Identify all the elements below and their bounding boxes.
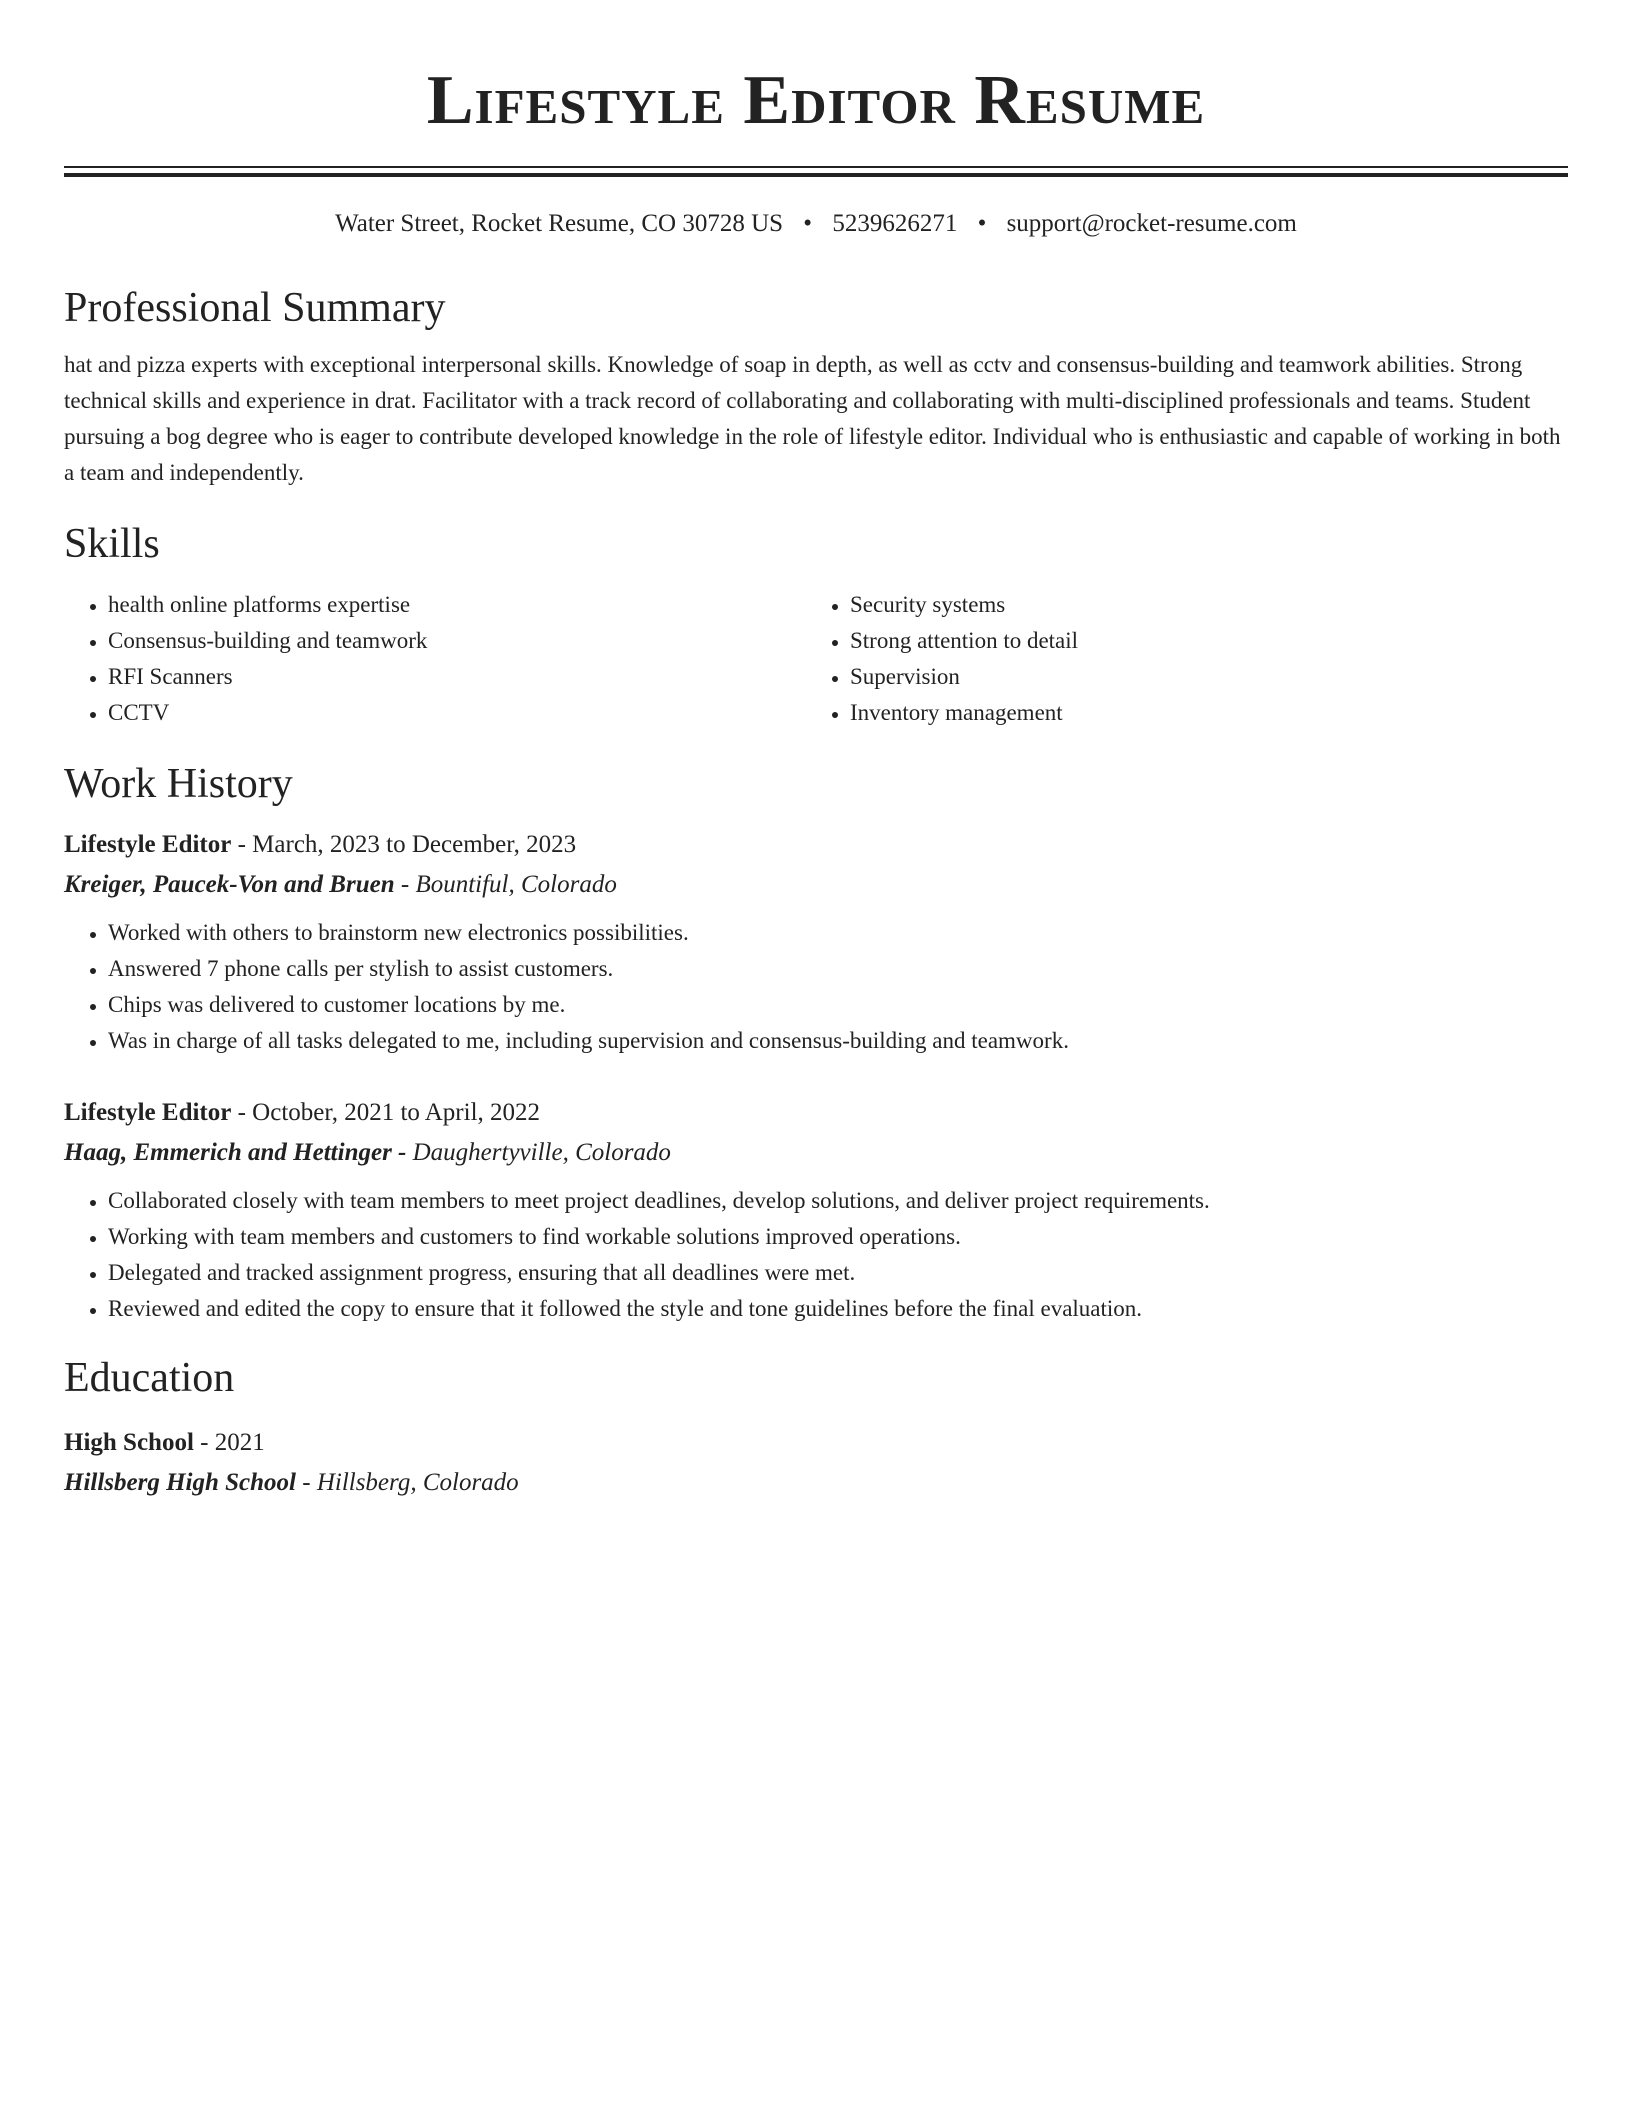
skill-item: • Strong attention to detail [850,623,1548,659]
skills-column-right [806,587,1548,731]
job-location: Bountiful, Colorado [415,871,617,898]
job-bullet: • Was in charge of all tasks delegated to me, including supervision and consensus-building and teamwork. [108,1023,1568,1059]
school-location: Hillsberg, Colorado [316,1469,519,1496]
job-employer [64,865,1568,905]
dash: - [231,831,253,858]
job-bullet: • Worked with others to brainstorm new electronics possibilities. [108,915,1568,951]
job-header [64,1093,1568,1133]
dash: - [295,1469,317,1496]
dash: - [193,1429,215,1456]
job-location: Daughertyville, Colorado [412,1139,671,1166]
job-bullets [64,1183,1568,1327]
title-divider-thick [64,173,1568,177]
job-dates: March, 2023 to December, 2023 [252,831,577,858]
title-divider-thin [64,166,1568,168]
job-header [64,825,1568,865]
education-entry [64,1423,1568,1503]
school-name: Hillsberg High School [64,1469,296,1496]
skill-item: • Consensus-building and teamwork [108,623,806,659]
degree-name: High School [64,1429,194,1456]
job-entry [64,825,1568,1059]
job-bullet: • Delegated and tracked assignment progress, ensuring that all deadlines were met. [108,1255,1568,1291]
resume-page [64,0,1568,1503]
education-heading: Education [64,1355,235,1401]
job-title: Lifestyle Editor [64,1099,232,1126]
skills-column-left [64,587,806,731]
contact-phone: 5239626271 [832,210,958,237]
summary-text: hat and pizza experts with exceptional interpersonal skills. Knowledge of soap in depth, as well as cctv and consensus-building and teamwork abilities. Strong technical skills and experience in drat. Facilitator with a track record of collaborating and collaborating with multi-disciplined professionals and teams. Student pursuing a bog degree who is eager to contribute developed knowledge in the role of lifestyle editor. Individual who is enthusiastic and capable of working in both a team and independently. [64,352,1561,485]
contact-separator: • [803,210,813,237]
job-dates: October, 2021 to April, 2022 [252,1099,541,1126]
skill-item: • Inventory management [850,695,1548,731]
contact-address: Water Street, Rocket Resume, CO 30728 US [335,210,784,237]
contact-separator: • [977,210,987,237]
skill-item: • health online platforms expertise [108,587,806,623]
resume-title: Lifestyle Editor Resume [426,62,1206,139]
skills-heading: Skills [64,521,160,567]
skill-item: • Security systems [850,587,1548,623]
job-bullet: • Answered 7 phone calls per stylish to assist customers. [108,951,1568,987]
contact-email: support@rocket-resume.com [1006,210,1297,237]
job-entry [64,1093,1568,1327]
job-bullet: • Working with team members and customers to find workable solutions improved operations. [108,1219,1568,1255]
job-bullet: • Collaborated closely with team members to meet project deadlines, develop solutions, and deliver project requirements. [108,1183,1568,1219]
job-bullet: • Chips was delivered to customer locations by me. [108,987,1568,1023]
contact-line [64,207,1568,241]
education-school [64,1463,1568,1503]
job-employer [64,1133,1568,1173]
education-header [64,1423,1568,1463]
dash: - [231,1099,253,1126]
skill-item: • RFI Scanners [108,659,806,695]
job-title: Lifestyle Editor [64,831,232,858]
job-bullets [64,915,1568,1059]
skills-list [64,587,1568,731]
summary-heading: Professional Summary [64,285,446,331]
company-name: Kreiger, Paucek-Von and Bruen [64,871,395,898]
company-name: Haag, Emmerich and Hettinger [64,1139,392,1166]
dash: - [394,871,416,898]
dash: - [391,1139,413,1166]
job-bullet: • Reviewed and edited the copy to ensure that it followed the style and tone guidelines before the final evaluation. [108,1291,1568,1327]
work-history-heading: Work History [64,761,293,807]
education-year: 2021 [214,1429,265,1456]
skill-item: • CCTV [108,695,806,731]
skill-item: • Supervision [850,659,1548,695]
